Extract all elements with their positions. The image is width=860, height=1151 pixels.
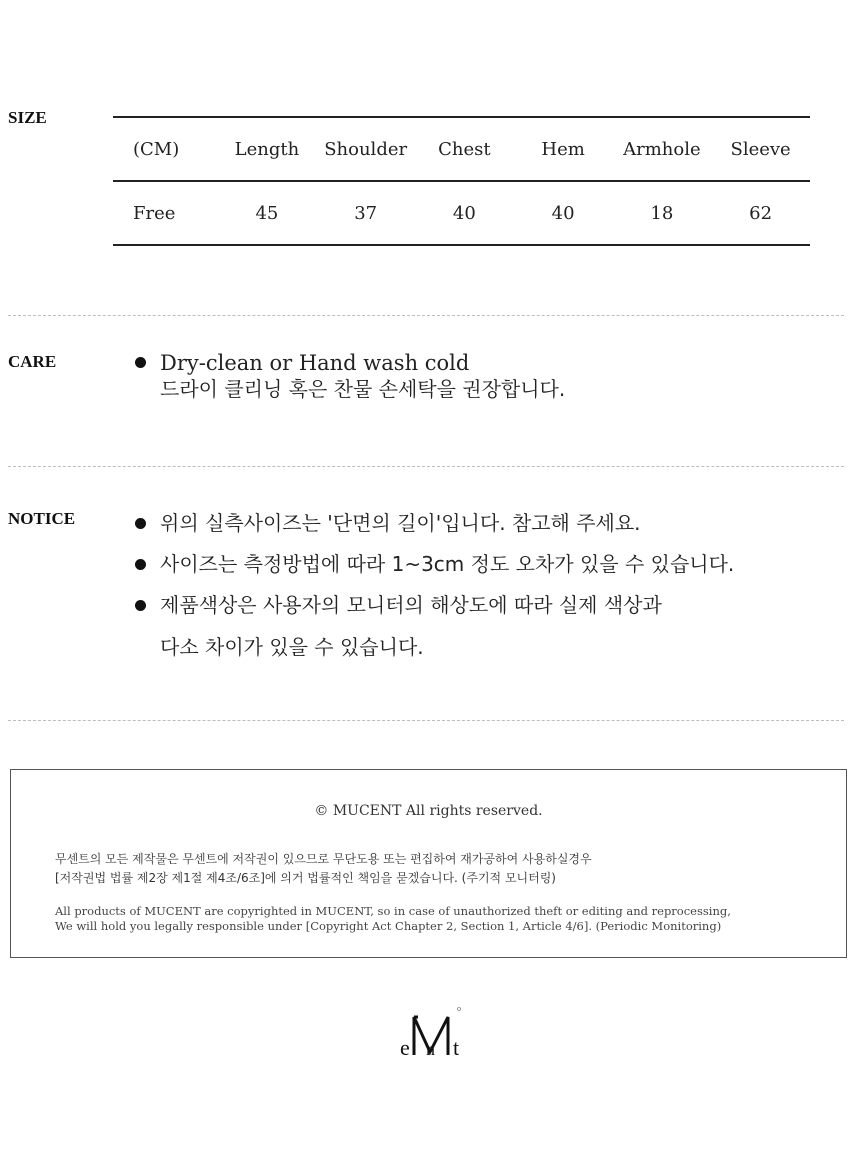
svg-text:n: n: [426, 1039, 435, 1059]
size-header-cell: Chest: [438, 138, 491, 160]
section-divider: [8, 466, 844, 467]
section-divider: [8, 315, 844, 316]
copyright-korean-line: [저작권법 법률 제2장 제1절 제4조/6조]에 의거 법률적인 책임을 묻겠습니다. (주기적 모니터링): [55, 871, 556, 885]
size-cell: 40: [551, 202, 575, 224]
copyright-english-line: We will hold you legally responsible under [Copyright Act Chapter 2, Section 1, Article 4/6]. (Periodic Monitoring): [55, 919, 722, 933]
size-cell: 62: [749, 202, 773, 224]
size-table: [113, 116, 810, 246]
size-header-cell: (CM): [133, 138, 180, 160]
care-text-en: Dry-clean or Hand wash cold: [160, 351, 470, 375]
size-header-cell: Shoulder: [324, 138, 408, 160]
section-divider: [8, 720, 844, 721]
care-section-label: CARE: [8, 352, 57, 371]
size-header-cell: Sleeve: [730, 138, 791, 160]
notice-text-continuation: 다소 차이가 있을 수 있습니다.: [160, 635, 424, 659]
size-header-cell: Hem: [541, 138, 585, 160]
copyright-korean-line: 무센트의 모든 제작물은 무센트에 저작권이 있으므로 무단도용 또는 편집하여 재가공하여 사용하실경우: [55, 852, 592, 866]
table-row: [113, 181, 810, 245]
size-cell: Free: [133, 202, 176, 224]
copyright-korean: [55, 850, 826, 888]
svg-text:t: t: [453, 1035, 460, 1060]
copyright-title: © MUCENT All rights reserved.: [314, 803, 543, 819]
notice-list: [133, 505, 734, 670]
care-list: [133, 350, 565, 402]
list-item: [133, 587, 734, 665]
list-item: 사이즈는 측정방법에 따라 1~3cm 정도 오차가 있을 수 있습니다.: [133, 546, 734, 582]
size-table-header: [113, 117, 810, 181]
size-cell: 40: [452, 202, 476, 224]
copyright-english-line: All products of MUCENT are copyrighted in MUCENT, so in case of unauthorized theft or editing and reprocessing,: [55, 904, 731, 918]
copyright-box: [10, 769, 847, 958]
size-cell: 45: [255, 202, 279, 224]
mucent-logo-icon: [400, 1000, 480, 1060]
svg-text:e: e: [400, 1035, 410, 1060]
notice-section-label: NOTICE: [8, 509, 76, 528]
size-cell: 37: [354, 202, 378, 224]
size-cell: 18: [650, 202, 674, 224]
copyright-english: [55, 904, 826, 934]
list-item: [133, 350, 565, 402]
notice-text: 제품색상은 사용자의 모니터의 해상도에 따라 실제 색상과: [160, 593, 662, 617]
care-text-ko: 드라이 클리닝 혹은 찬물 손세탁을 권장합니다.: [160, 377, 566, 401]
size-header-cell: Length: [234, 138, 300, 160]
size-section-label: SIZE: [8, 108, 47, 127]
size-header-cell: Armhole: [623, 138, 701, 160]
list-item: 위의 실측사이즈는 '단면의 길이'입니다. 참고해 주세요.: [133, 505, 734, 541]
